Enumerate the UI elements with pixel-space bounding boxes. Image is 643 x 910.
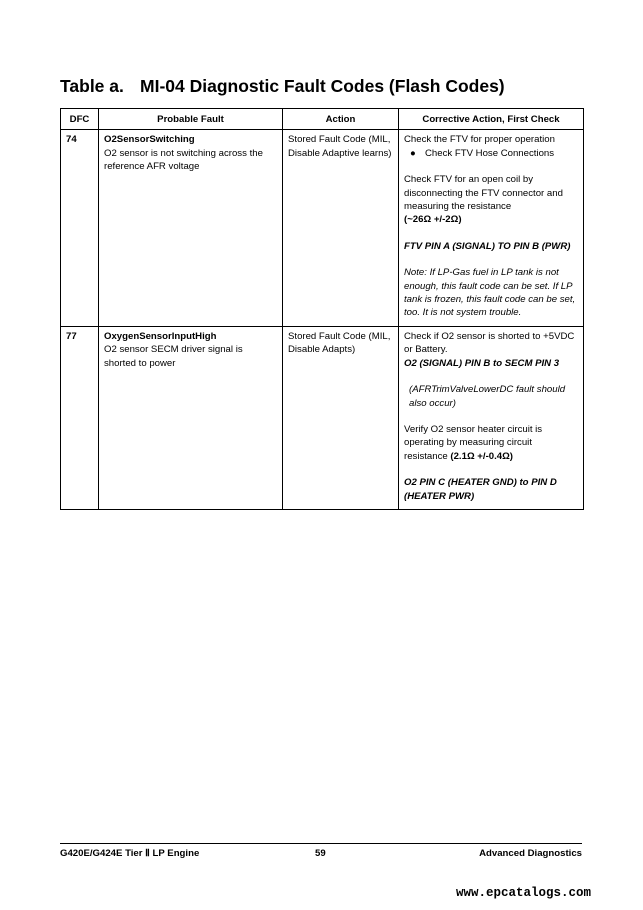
corrective-text bbox=[404, 330, 578, 370]
fault-code-table bbox=[60, 108, 584, 510]
probable-fault-cell bbox=[99, 326, 283, 509]
table-title-text: MI-04 Diagnostic Fault Codes (Flash Codes) bbox=[140, 76, 505, 96]
fault-description: O2 sensor is not switching across the reference AFR voltage bbox=[104, 147, 263, 173]
corrective-text bbox=[404, 133, 578, 160]
watermark-url: www.epcatalogs.com bbox=[455, 886, 591, 900]
corrective-text bbox=[404, 173, 578, 227]
corrective-action-cell bbox=[399, 326, 584, 509]
table-header-row bbox=[61, 109, 584, 130]
corrective-action-cell bbox=[399, 130, 584, 326]
fault-name: OxygenSensorInputHigh bbox=[104, 330, 217, 342]
pin-reference: FTV PIN A (SIGNAL) TO PIN B (PWR) bbox=[404, 240, 571, 252]
header-corrective-action: Corrective Action, First Check bbox=[399, 109, 584, 130]
note-text: Note: If LP-Gas fuel in LP tank is not enough, this fault code can be set. If LP tank is frozen, this fault code can be set, too. It is not system trouble. bbox=[404, 267, 576, 319]
bullet-icon: ● bbox=[410, 147, 416, 159]
corrective-text bbox=[404, 423, 578, 463]
table-title bbox=[60, 76, 505, 97]
action-cell: Stored Fault Code (MIL, Disable Adaptive learns) bbox=[283, 130, 399, 326]
fault-note: (AFRTrimValveLowerDC fault should also occur) bbox=[409, 384, 566, 409]
action-cell: Stored Fault Code (MIL, Disable Adapts) bbox=[283, 326, 399, 509]
dfc-code: 74 bbox=[61, 130, 99, 326]
resistance-value: (~26Ω +/-2Ω) bbox=[404, 214, 462, 226]
pin-reference: O2 (SIGNAL) PIN B to SECM PIN 3 bbox=[404, 357, 560, 369]
header-dfc: DFC bbox=[61, 109, 99, 130]
dfc-code: 77 bbox=[61, 326, 99, 509]
fault-name: O2SensorSwitching bbox=[104, 134, 195, 146]
footer-engine-model: G420E/G424E Tier Ⅱ LP Engine bbox=[60, 848, 200, 859]
header-action: Action bbox=[283, 109, 399, 130]
table-row bbox=[61, 326, 584, 509]
pin-reference: O2 PIN C (HEATER GND) to PIN D (HEATER PWR) bbox=[404, 477, 557, 502]
corrective-line: Check the FTV for proper operation bbox=[404, 134, 555, 146]
header-probable-fault: Probable Fault bbox=[99, 109, 283, 130]
fault-description: O2 sensor SECM driver signal is shorted to power bbox=[104, 344, 243, 369]
bullet-text: Check FTV Hose Connections bbox=[425, 147, 555, 159]
corrective-line: Verify O2 sensor heater circuit is operating by measuring circuit resistance bbox=[404, 423, 543, 462]
resistance-value: (2.1Ω +/-0.4Ω) bbox=[450, 450, 513, 462]
corrective-line: Check FTV for an open coil by disconnecting the FTV connector and measuring the resistance bbox=[404, 174, 563, 213]
table-label: Table a. bbox=[60, 76, 124, 96]
table-row bbox=[61, 130, 584, 326]
footer-section-title: Advanced Diagnostics bbox=[479, 848, 582, 859]
footer-divider bbox=[60, 843, 582, 844]
corrective-line: Check if O2 sensor is shorted to +5VDC or Battery. bbox=[404, 330, 575, 356]
probable-fault-cell bbox=[99, 130, 283, 326]
bullet-item bbox=[404, 147, 578, 160]
page-number: 59 bbox=[315, 848, 326, 859]
